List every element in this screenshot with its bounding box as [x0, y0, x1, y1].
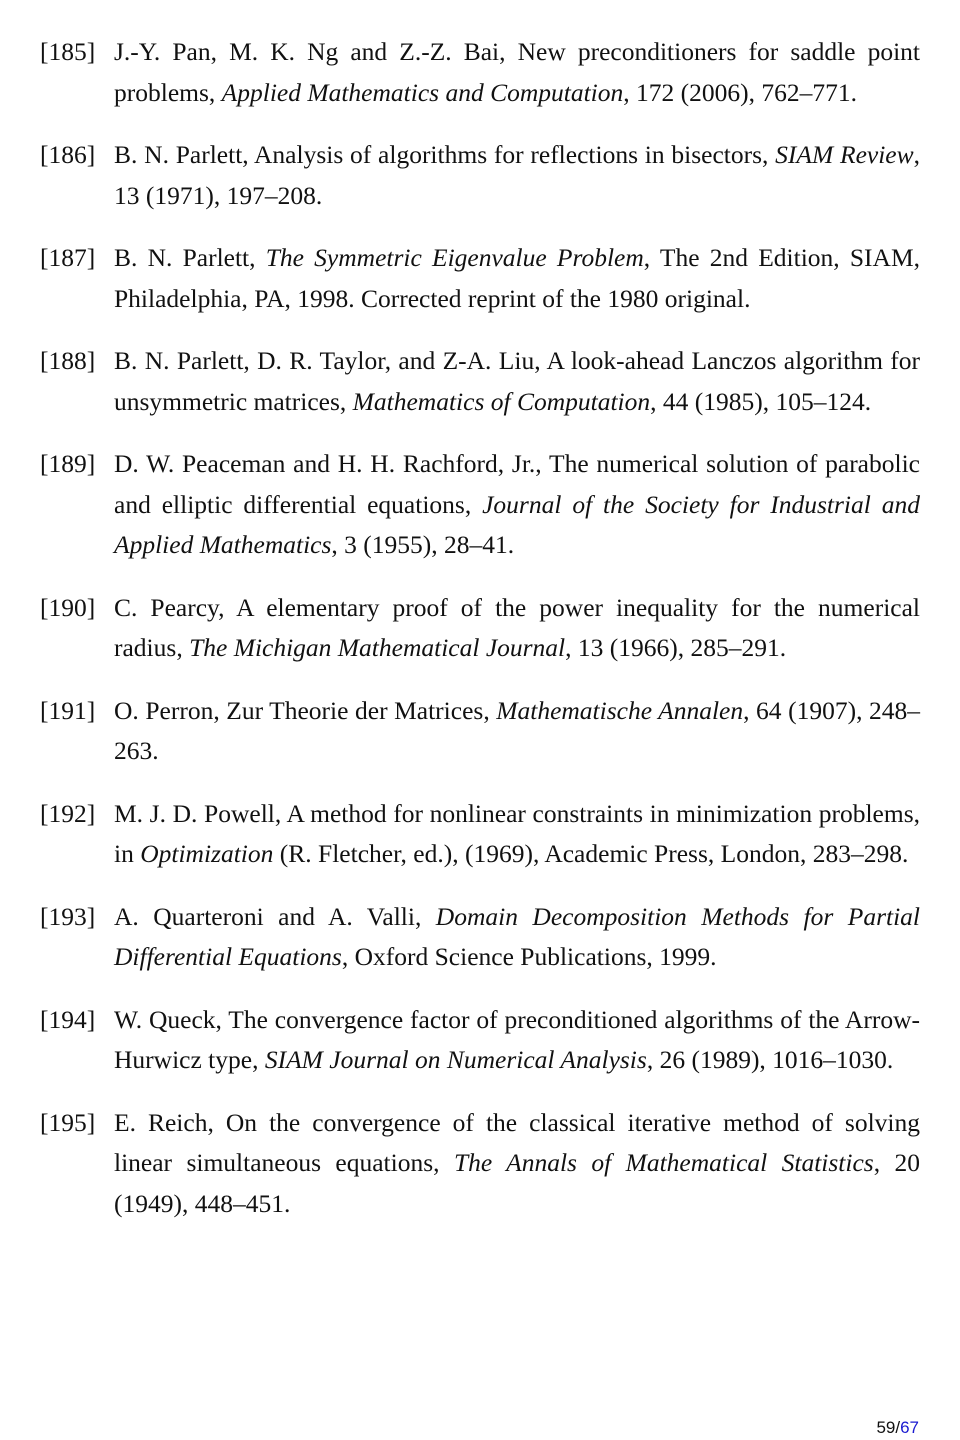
reference-number: [185] — [40, 37, 96, 66]
reference-number: [192] — [40, 798, 96, 828]
reference-source-title: The Symmetric Eigenvalue Problem — [265, 243, 644, 272]
reference-entry — [40, 1000, 920, 1081]
reference-text: , 20 (1949), 448–451. — [114, 1148, 920, 1218]
reference-text: , 44 (1985), 105–124. — [650, 386, 872, 416]
reference-entry — [40, 444, 920, 566]
reference-number: [194] — [40, 1004, 96, 1034]
reference-source-title: Applied Mathematics and Computation — [221, 77, 624, 107]
reference-number: [188] — [40, 346, 96, 375]
reference-source-title: SIAM Journal on Numerical Analysis — [264, 1045, 647, 1074]
reference-text: D. W. Peaceman and H. H. Rachford, Jr., The numerical solution of parabolic and elliptic differential equations, — [114, 449, 920, 519]
reference-text: B. N. Parlett, D. R. Taylor, and Z-A. Liu, A look-ahead Lanczos algorithm for unsymmetric matrices, — [114, 346, 920, 416]
reference-text: , 26 (1989), 1016–1030. — [646, 1045, 894, 1074]
reference-entry — [40, 238, 920, 319]
reference-entry — [40, 135, 920, 216]
page-number — [876, 1418, 919, 1438]
reference-source-title: SIAM Review — [775, 140, 914, 169]
reference-text: , 13 (1971), 197–208. — [114, 140, 920, 210]
reference-number: [191] — [40, 695, 96, 725]
reference-text: , 13 (1966), 285–291. — [565, 633, 787, 662]
reference-entry — [40, 794, 920, 875]
reference-number: [186] — [40, 140, 96, 169]
total-pages-link[interactable]: 67 — [900, 1418, 919, 1437]
reference-text: C. Pearcy, A elementary proof of the power inequality for the numerical radius, — [114, 592, 920, 662]
reference-text: A. Quarteroni and A. Valli, — [114, 901, 436, 931]
reference-text: , 64 (1907), 248–263. — [114, 695, 920, 765]
reference-text: , 172 (2006), 762–771. — [623, 77, 857, 107]
reference-text: B. N. Parlett, — [114, 243, 266, 272]
reference-source-title: Journal of the Society for Industrial and Applied Mathematics — [114, 489, 920, 559]
reference-number: [195] — [40, 1107, 96, 1137]
reference-text: , The 2nd Edition, SIAM, Philadelphia, PA, 1998. Corrected reprint of the 1980 original. — [114, 243, 920, 313]
reference-entry — [40, 1103, 920, 1225]
reference-source-title: Optimization — [140, 839, 274, 868]
reference-text: , Oxford Science Publications, 1999. — [341, 942, 717, 971]
reference-source-title: Mathematics of Computation — [352, 386, 651, 416]
reference-source-title: Domain Decomposition Methods for Partial Differential Equations — [114, 901, 920, 971]
reference-source-title: The Michigan Mathematical Journal — [189, 633, 566, 662]
reference-text: , 3 (1955), 28–41. — [331, 530, 515, 559]
reference-source-title: The Annals of Mathematical Statistics — [453, 1148, 874, 1177]
current-page: 59/ — [876, 1418, 901, 1437]
reference-entry — [40, 32, 920, 113]
reference-entry — [40, 691, 920, 772]
reference-text: M. J. D. Powell, A method for nonlinear constraints in minimization problems, in — [114, 798, 920, 868]
reference-text: B. N. Parlett, Analysis of algorithms for reflections in bisectors, — [114, 140, 776, 169]
reference-text: E. Reich, On the convergence of the classical iterative method of solving linear simultaneous equations, — [114, 1107, 920, 1177]
reference-number: [189] — [40, 449, 96, 478]
reference-entry — [40, 341, 920, 422]
reference-text: (R. Fletcher, ed.), (1969), Academic Press, London, 283–298. — [273, 839, 909, 868]
reference-entry — [40, 588, 920, 669]
reference-list — [40, 32, 920, 1246]
reference-text: J.-Y. Pan, M. K. Ng and Z.-Z. Bai, New preconditioners for saddle point problems, — [114, 37, 920, 107]
reference-number: [190] — [40, 592, 96, 622]
reference-number: [187] — [40, 243, 96, 272]
reference-number: [193] — [40, 901, 96, 931]
reference-text: O. Perron, Zur Theorie der Matrices, — [114, 695, 497, 725]
reference-source-title: Mathematische Annalen — [496, 695, 744, 725]
reference-text: W. Queck, The convergence factor of preconditioned algorithms of the Arrow-Hurwicz type, — [114, 1004, 920, 1074]
reference-entry — [40, 897, 920, 978]
